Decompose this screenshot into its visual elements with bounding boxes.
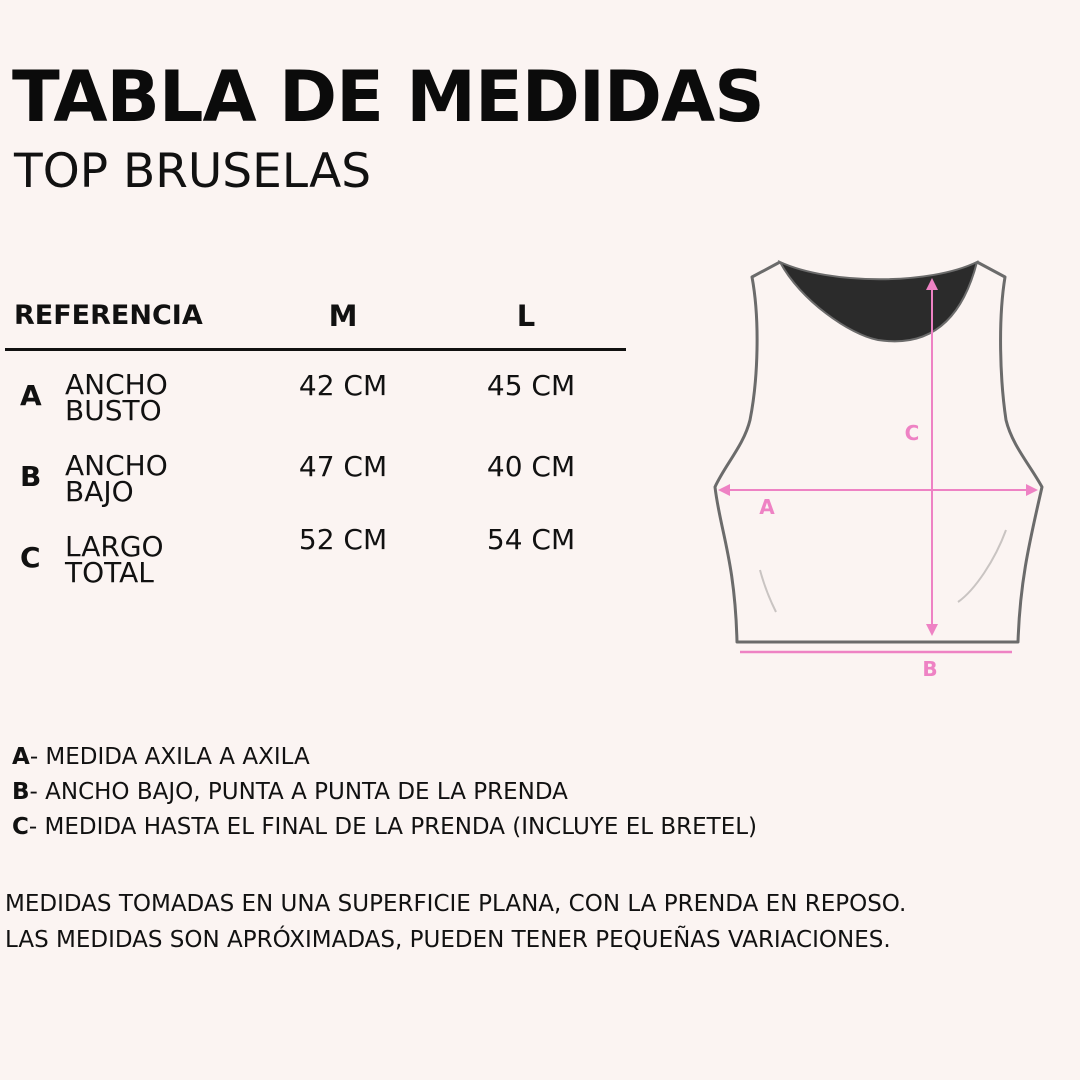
fold-line-left [760, 570, 776, 612]
note-line: LAS MEDIDAS SON APRÓXIMADAS, PUEDEN TENER PEQUEÑAS VARIACIONES. [5, 927, 891, 953]
row-label-line: BUSTO [65, 394, 162, 427]
legend-key: B [12, 779, 30, 805]
legend-item [12, 775, 757, 810]
row-label [65, 368, 265, 427]
legend-text: - ANCHO BAJO, PUNTA A PUNTA DE LA PRENDA [29, 779, 568, 805]
cell-size-m: 47 CM [298, 450, 388, 483]
row-label [65, 530, 265, 589]
row-label-line: TOTAL [65, 556, 154, 589]
cell-size-m: 52 CM [298, 523, 388, 556]
row-label-line: ANCHO [65, 368, 168, 401]
row-label-line: BAJO [65, 475, 134, 508]
cell-size-l: 45 CM [486, 369, 576, 402]
page-subtitle: TOP BRUSELAS [14, 144, 372, 199]
measure-arrow-a-right [1026, 484, 1038, 496]
page-title: TABLA DE MEDIDAS [12, 56, 764, 138]
measure-arrow-a-left [718, 484, 730, 496]
table-row [0, 523, 640, 614]
fold-line-right [958, 530, 1006, 602]
neckline-lining [780, 262, 977, 341]
legend-item [12, 740, 757, 775]
garment-diagram [700, 250, 1060, 690]
measure-label-c: C [904, 421, 920, 445]
table-row [0, 368, 640, 452]
header-divider [5, 348, 626, 351]
column-header-reference: REFERENCIA [14, 300, 203, 331]
legend-key: A [12, 744, 30, 770]
legend-text: - MEDIDA HASTA EL FINAL DE LA PRENDA (INCLUYE EL BRETEL) [28, 814, 758, 840]
measure-label-a: A [759, 495, 775, 519]
note-line: MEDIDAS TOMADAS EN UNA SUPERFICIE PLANA, CON LA PRENDA EN REPOSO. [5, 891, 907, 917]
table-row [0, 449, 640, 533]
row-letter: A [20, 379, 42, 412]
measure-label-b: B [922, 657, 938, 681]
measure-arrow-c-bottom [926, 624, 938, 636]
legend-key: C [12, 814, 29, 840]
column-header-size-l: L [516, 299, 536, 333]
measurement-notes [5, 886, 906, 958]
cell-size-l: 54 CM [486, 523, 576, 556]
measurement-legend [12, 740, 757, 845]
column-header-size-m: M [328, 299, 358, 333]
row-label-line: ANCHO [65, 449, 168, 482]
row-letter: C [20, 541, 41, 574]
row-label [65, 449, 265, 508]
legend-item [12, 810, 757, 845]
legend-text: - MEDIDA AXILA A AXILA [29, 744, 310, 770]
cell-size-m: 42 CM [298, 369, 388, 402]
row-label-line: LARGO [65, 530, 164, 563]
row-letter: B [20, 460, 42, 493]
cell-size-l: 40 CM [486, 450, 576, 483]
